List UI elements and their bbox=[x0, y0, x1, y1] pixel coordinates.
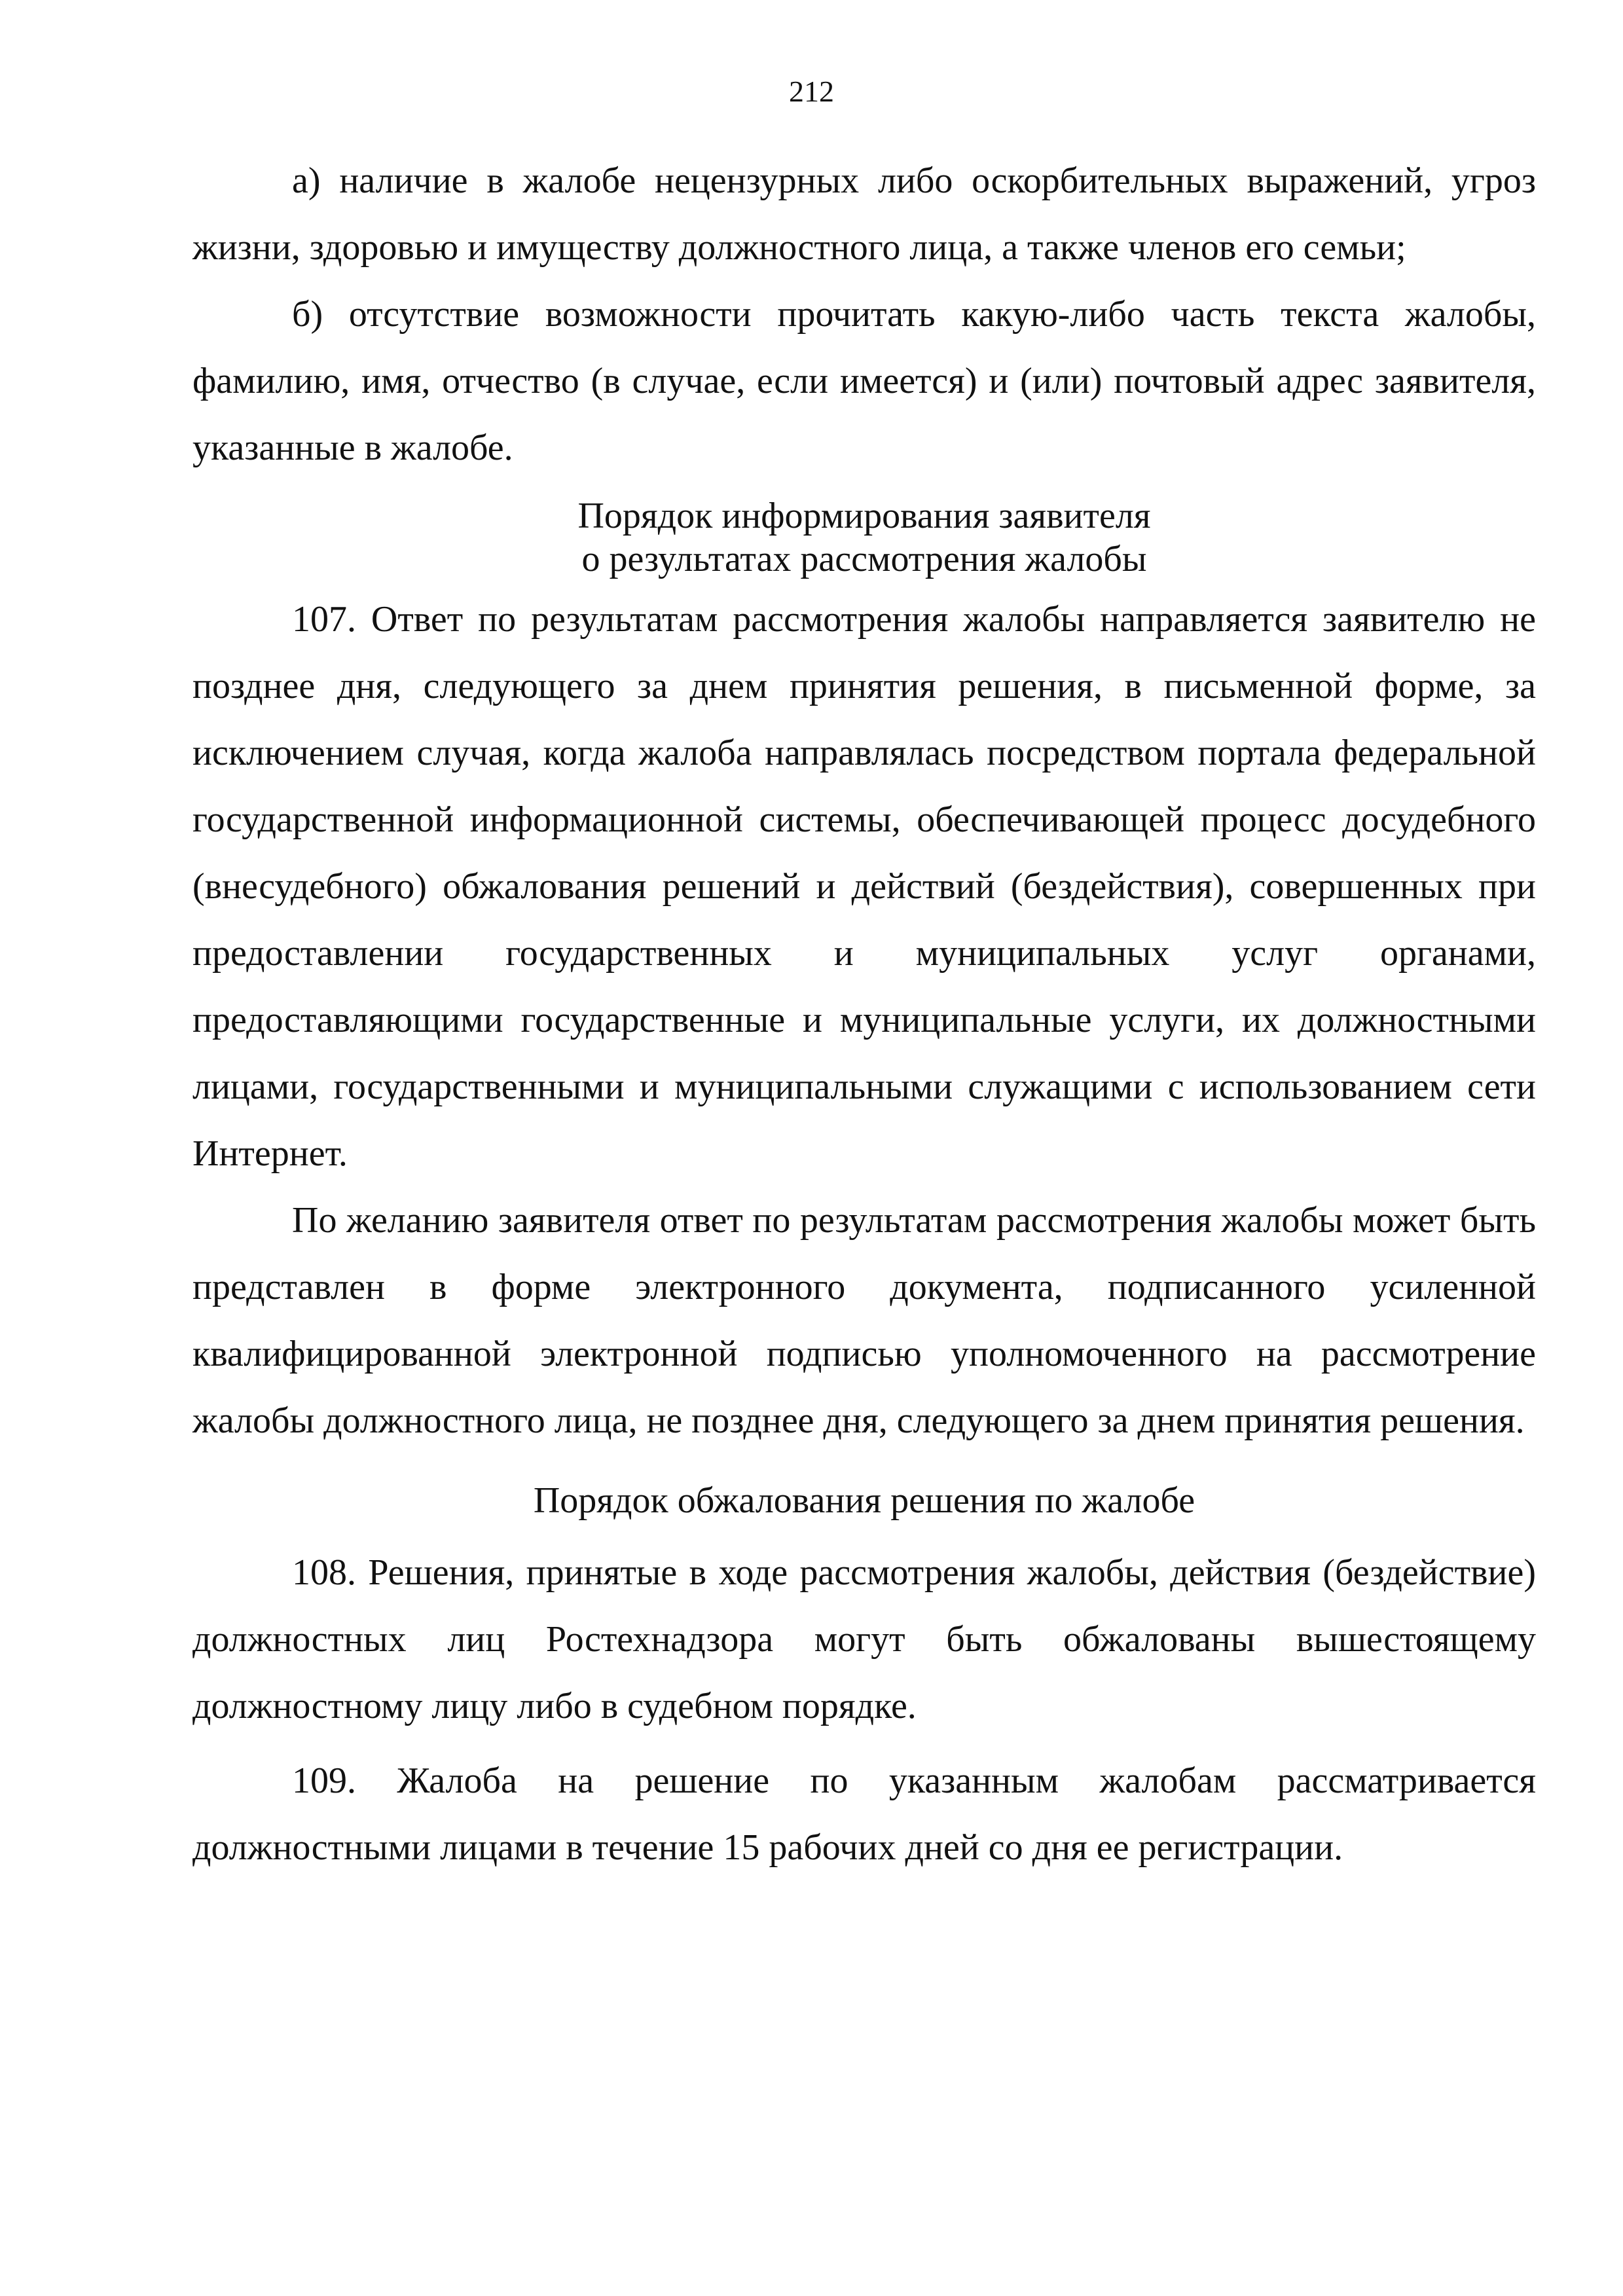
paragraph-109: 109. Жалоба на решение по указанным жалобам рассматривается должностными лицами в течение 15 рабочих дней со дня ее регистрации. bbox=[192, 1760, 1536, 1868]
paragraph-b: б) отсутствие возможности прочитать какую-либо часть текста жалобы, фамилию, имя, отчество (в случае, если имеется) и (или) почтовый адрес заявителя, указанные в жалобе. bbox=[192, 294, 1536, 468]
section-heading-appeal-text: Порядок обжалования решения по жалобе bbox=[533, 1480, 1195, 1521]
paragraph-107: 107. Ответ по результатам рассмотрения жалобы направляется заявителю не позднее дня, следующего за днем принятия решения, в письменной форме, за исключением случая, когда жалоба направлялась посредством портала федеральной государственной информационной системы, обеспечивающей процесс досудебного (внесудебного) обжалования решений и действий (бездействия), совершенных при предоставлении государственных и муниципальных услуг органами, предоставляющими государственные и муниципальные услуги, их должностными лицами, государственными и муниципальными служащими с использованием сети Интернет. bbox=[192, 599, 1536, 1174]
section-heading-informing bbox=[192, 494, 1536, 581]
section-heading-appeal bbox=[192, 1467, 1536, 1534]
page-number: 212 bbox=[789, 75, 834, 108]
section-heading-line-1: Порядок информирования заявителя bbox=[577, 496, 1151, 536]
section-heading-line-2: о результатах рассмотрения жалобы bbox=[581, 539, 1147, 579]
document-body bbox=[192, 147, 1536, 1881]
paragraph-electronic-answer: По желанию заявителя ответ по результатам рассмотрения жалобы может быть представлен в форме электронного документа, подписанного усиленной квалифицированной электронной подписью уполномоченного на рассмотрение жалобы должностного лица, не позднее дня, следующего за днем принятия решения. bbox=[192, 1200, 1536, 1441]
paragraph-108: 108. Решения, принятые в ходе рассмотрения жалобы, действия (бездействие) должностных лиц Ростехнадзора могут быть обжалованы вышестоящему должностному лицу либо в судебном порядке. bbox=[192, 1552, 1536, 1726]
paragraph-a: а) наличие в жалобе нецензурных либо оскорбительных выражений, угроз жизни, здоровью и имуществу должностного лица, а также членов его семьи; bbox=[192, 160, 1536, 268]
